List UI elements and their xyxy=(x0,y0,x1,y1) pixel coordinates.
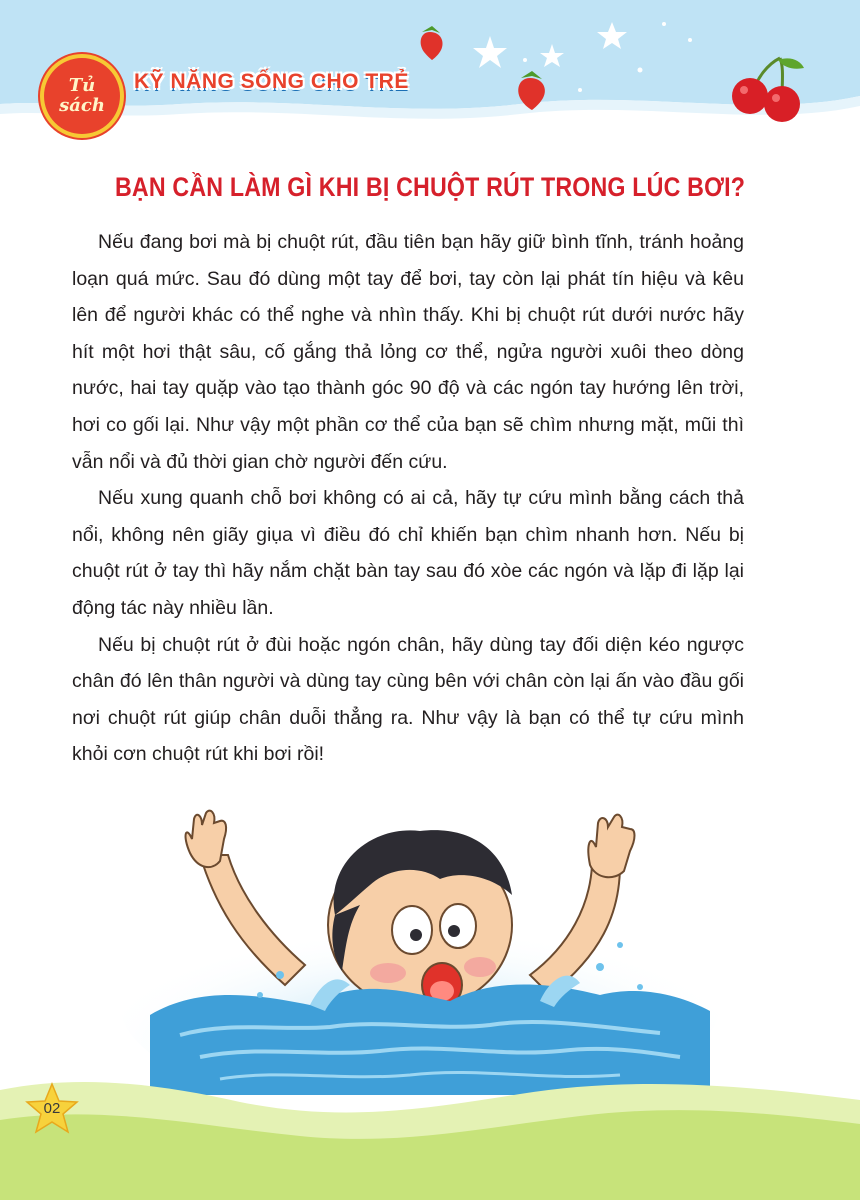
series-name: KỸ NĂNG SỐNG CHO TRẺ xyxy=(134,70,409,93)
page-title: BẠN CẦN LÀM GÌ KHI BỊ CHUỘT RÚT TRONG LÚC BƠI? xyxy=(114,172,746,202)
footer-band xyxy=(0,1050,860,1200)
paragraph: Nếu đang bơi mà bị chuột rút, đầu tiên bạn hãy giữ bình tĩnh, tránh hoảng loạn quá mức. Sau đó dùng một tay để bơi, tay còn lại phát tín hiệu và kêu lên để người khác có thể nghe và nhìn thấy. Khi bị chuột rút dưới nước hãy hít một hơi thật sâu, cố gắng thả lỏng cơ thể, ngửa người xuôi theo dòng nước, hai tay quặp vào tạo thành góc 90 độ và các ngón tay hướng lên trời, hơi co gối lại. Như vậy một phần cơ thể của bạn sẽ chìm nhưng mặt, mũi thì vẫn nổi và đủ thời gian chờ người đến cứu. xyxy=(72,231,744,473)
badge-line-1: Tủ xyxy=(68,75,96,96)
header-band xyxy=(0,0,860,150)
paragraph: Nếu xung quanh chỗ bơi không có ai cả, hãy tự cứu mình bằng cách thả nổi, không nên giãy giụa vì điều đó chỉ khiến bạn chìm nhanh hơn. Nếu bị chuột rút ở tay thì hãy nắm chặt bàn tay sau đó xòe các ngón và lặp đi lặp lại động tác này nhiều lần. xyxy=(72,487,744,619)
badge-line-2: sách xyxy=(59,95,105,116)
page-number: 02 xyxy=(43,1100,61,1117)
series-badge xyxy=(44,58,120,134)
body-text xyxy=(72,224,744,773)
paragraph: Nếu bị chuột rút ở đùi hoặc ngón chân, hãy dùng tay đối diện kéo ngược chân đó lên thân người và dùng tay cùng bên với chân còn lại ấn vào đầu gối nơi chuột rút giúp chân duỗi thẳng ra. Như vậy là bạn có thể tự cứu mình khỏi cơn chuột rút khi bơi rồi! xyxy=(72,633,744,766)
